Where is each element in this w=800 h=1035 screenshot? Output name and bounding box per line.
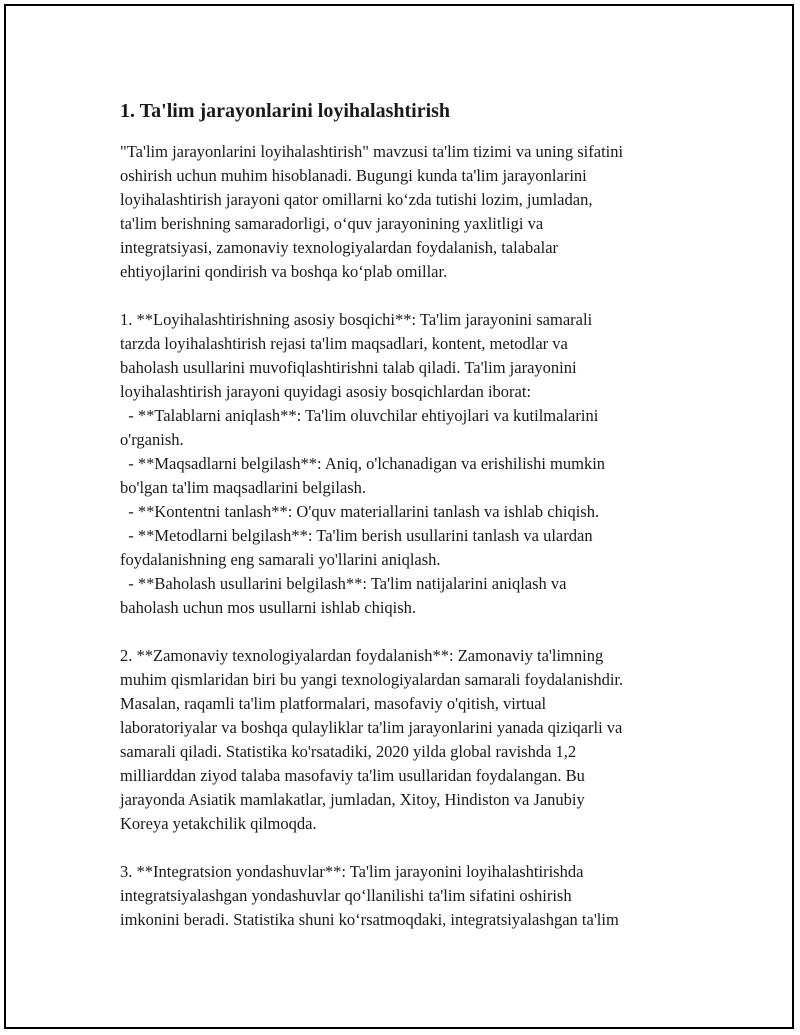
- text-line: loyihalashtirish jarayoni qator omillarni ko‘zda tutishi lozim, jumladan,: [120, 190, 593, 209]
- text-line: jarayonda Asiatik mamlakatlar, jumladan, Xitoy, Hindiston va Janubiy: [120, 790, 585, 809]
- text-line: "Ta'lim jarayonlarini loyihalashtirish" mavzusi ta'lim tizimi va uning sifatini: [120, 142, 624, 161]
- text-line: - **Talablarni aniqlash**: Ta'lim oluvchilar ehtiyojlari va kutilmalarini: [120, 406, 599, 425]
- list-item: [120, 404, 700, 452]
- text-line: - **Maqsadlarni belgilash**: Aniq, o'lchanadigan va erishilishi mumkin: [120, 454, 606, 473]
- text-line: foydalanishning eng samarali yo'llarini aniqlash.: [120, 550, 441, 569]
- list-item: [120, 524, 700, 572]
- paragraph-gap: [120, 620, 700, 644]
- text-line: imkonini beradi. Statistika shuni ko‘rsatmoqdaki, integratsiyalashgan ta'lim: [120, 910, 619, 929]
- text-line: muhim qismlaridan biri bu yangi texnologiyalardan samarali foydalanishdir.: [120, 670, 624, 689]
- text-line: ta'lim berishning samaradorligi, o‘quv jarayonining yaxlitligi va: [120, 214, 544, 233]
- list-item: [120, 572, 700, 620]
- page-frame: [4, 4, 794, 1029]
- text-line: loyihalashtirish jarayoni quyidagi asosiy bosqichlardan iborat:: [120, 382, 532, 401]
- text-line: baholash uchun mos usullarni ishlab chiqish.: [120, 598, 417, 617]
- text-line: ehtiyojlarini qondirish va boshqa ko‘plab omillar.: [120, 262, 448, 281]
- paragraph-gap: [120, 284, 700, 308]
- text-line: - **Baholash usullarini belgilash**: Ta'lim natijalarini aniqlash va: [120, 574, 567, 593]
- text-line: milliarddan ziyod talaba masofaviy ta'lim usullaridan foydalangan. Bu: [120, 766, 585, 785]
- intro-paragraph: [120, 140, 700, 284]
- text-line: baholash usullarini muvofiqlashtirishni talab qiladi. Ta'lim jarayonini: [120, 358, 577, 377]
- text-line: Koreya yetakchilik qilmoqda.: [120, 814, 317, 833]
- text-line: - **Metodlarni belgilash**: Ta'lim berish usullarini tanlash va ulardan: [120, 526, 593, 545]
- text-line: bo'lgan ta'lim maqsadlarini belgilash.: [120, 478, 367, 497]
- text-line: tarzda loyihalashtirish rejasi ta'lim maqsadlari, kontent, metodlar va: [120, 334, 568, 353]
- list-item: [120, 500, 700, 524]
- text-line: laboratoriyalar va boshqa qulayliklar ta'lim jarayonlarini yanada qiziqarli va: [120, 718, 623, 737]
- section-1: [120, 308, 700, 620]
- document-body: [120, 98, 700, 932]
- paragraph-gap: [120, 836, 700, 860]
- text-line: - **Kontentni tanlash**: O'quv materiallarini tanlash va ishlab chiqish.: [120, 502, 600, 521]
- text-line: samarali qiladi. Statistika ko'rsatadiki, 2020 yilda global ravishda 1,2: [120, 742, 577, 761]
- page-title: 1. Ta'lim jarayonlarini loyihalashtirish: [120, 100, 451, 122]
- list-item: [120, 452, 700, 500]
- text-line: 1. **Loyihalashtirishning asosiy bosqichi**: Ta'lim jarayonini samarali: [120, 310, 593, 329]
- text-line: 2. **Zamonaviy texnologiyalardan foydalanish**: Zamonaviy ta'limning: [120, 646, 604, 665]
- text-line: Masalan, raqamli ta'lim platformalari, masofaviy o'qitish, virtual: [120, 694, 547, 713]
- section-2: [120, 644, 700, 836]
- text-line: oshirish uchun muhim hisoblanadi. Bugungi kunda ta'lim jarayonlarini: [120, 166, 587, 185]
- text-line: integratsiyalashgan yondashuvlar qo‘llanilishi ta'lim sifatini oshirish: [120, 886, 572, 905]
- text-line: 3. **Integratsion yondashuvlar**: Ta'lim jarayonini loyihalashtirishda: [120, 862, 584, 881]
- section-3: [120, 860, 700, 932]
- text-line: integratsiyasi, zamonaviy texnologiyalardan foydalanish, talabalar: [120, 238, 559, 257]
- text-line: o'rganish.: [120, 430, 184, 449]
